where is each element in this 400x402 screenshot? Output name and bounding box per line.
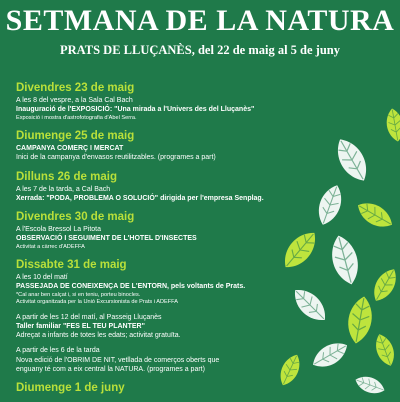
event-detail-line: Exposició i mostra d'astrofotografia d'Abel Serra. (16, 114, 137, 121)
event-detail-line: A les 10 del matí (16, 274, 68, 282)
event-detail-line: A les 8 del vespre, a la Sala Cal Bach (16, 97, 133, 104)
leaf-icon (345, 295, 376, 346)
event-detail-line: Nova edició de l'OBRIM DE NIT, vetllada de comerços oberts que (16, 356, 220, 364)
leaf-icon (330, 134, 374, 187)
event-day-heading: Divendres 30 de maig (16, 211, 135, 224)
leaf-icon (353, 197, 396, 233)
event-day-heading: Diumenge 25 de maig (16, 130, 135, 142)
event-detail-line: Adreçat a infants de totes les edats; activitat gratuïta. (16, 332, 181, 340)
event-day-heading: Dilluns 26 de maig (16, 170, 117, 183)
leaf-icon (368, 265, 400, 305)
event-day-heading: Divendres 23 de maig (16, 82, 135, 94)
event-block (16, 130, 316, 163)
event-title-line: PASSEJADA DE CONEIXENÇA DE L'ENTORN, pels voltants de Prats. (16, 283, 246, 291)
leaf-icon (353, 373, 387, 397)
event-detail-line: A partir de les 12 del matí, al Passeig Lluçanès (16, 313, 162, 321)
event-detail-line: Inici de la campanya d'envasos reutilitzables. (programes a part) (16, 154, 216, 162)
event-day-heading: Dissabte 31 de maig (16, 259, 127, 272)
event-block (16, 382, 316, 394)
leaf-icon (327, 233, 364, 288)
event-title-line: Taller familiar "FES EL TEU PLANTER" (16, 322, 145, 330)
event-title-line: OBSERVACIÓ I SEGUIMENT DE L'HOTEL D'INSECTES (16, 235, 197, 243)
event-block (16, 259, 316, 374)
leaf-icon (384, 107, 400, 143)
poster-title: SETMANA DE LA NATURA (5, 4, 395, 37)
event-detail-line: A partir de les 6 de la tarda (16, 347, 100, 355)
leaf-icon (372, 331, 399, 368)
event-detail-line: A les 7 de la tarda, a Cal Bach (16, 185, 111, 193)
event-block (16, 211, 316, 251)
event-title-line: Inauguració de l'EXPOSICIÓ: "Una mirada a l'Univers des del Lluçanès" (16, 106, 255, 114)
event-detail-line: Activitat organitzada per la Unió Excursionista de Prats i ADEFFA (16, 299, 178, 306)
event-block (16, 82, 316, 122)
event-title-line: CAMPANYA COMERÇ I MERCAT (16, 145, 124, 152)
leaf-icon (313, 182, 346, 228)
event-title-line: Xerrada: "PODA, PROBLEMA O SOLUCIÓ" dirigida per l'empresa Senplag. (16, 194, 264, 202)
event-block (16, 171, 316, 204)
event-detail-line: Activitat a càrrec d'ADEFFA (16, 243, 85, 250)
event-day-heading: Diumenge 1 de juny (16, 382, 125, 395)
event-detail-line: *Cal anar ben calçat i, si en teniu, porteu binocles. (16, 291, 141, 298)
event-detail-line: A l'Escola Bressol La Pitota (16, 226, 101, 234)
poster-subtitle: PRATS DE LLUÇANÈS, del 22 de maig al 5 de juny (59, 43, 340, 57)
event-schedule (16, 82, 316, 402)
event-detail-line: enguany té com a eix central la NATURA. (programes a part) (16, 366, 205, 374)
